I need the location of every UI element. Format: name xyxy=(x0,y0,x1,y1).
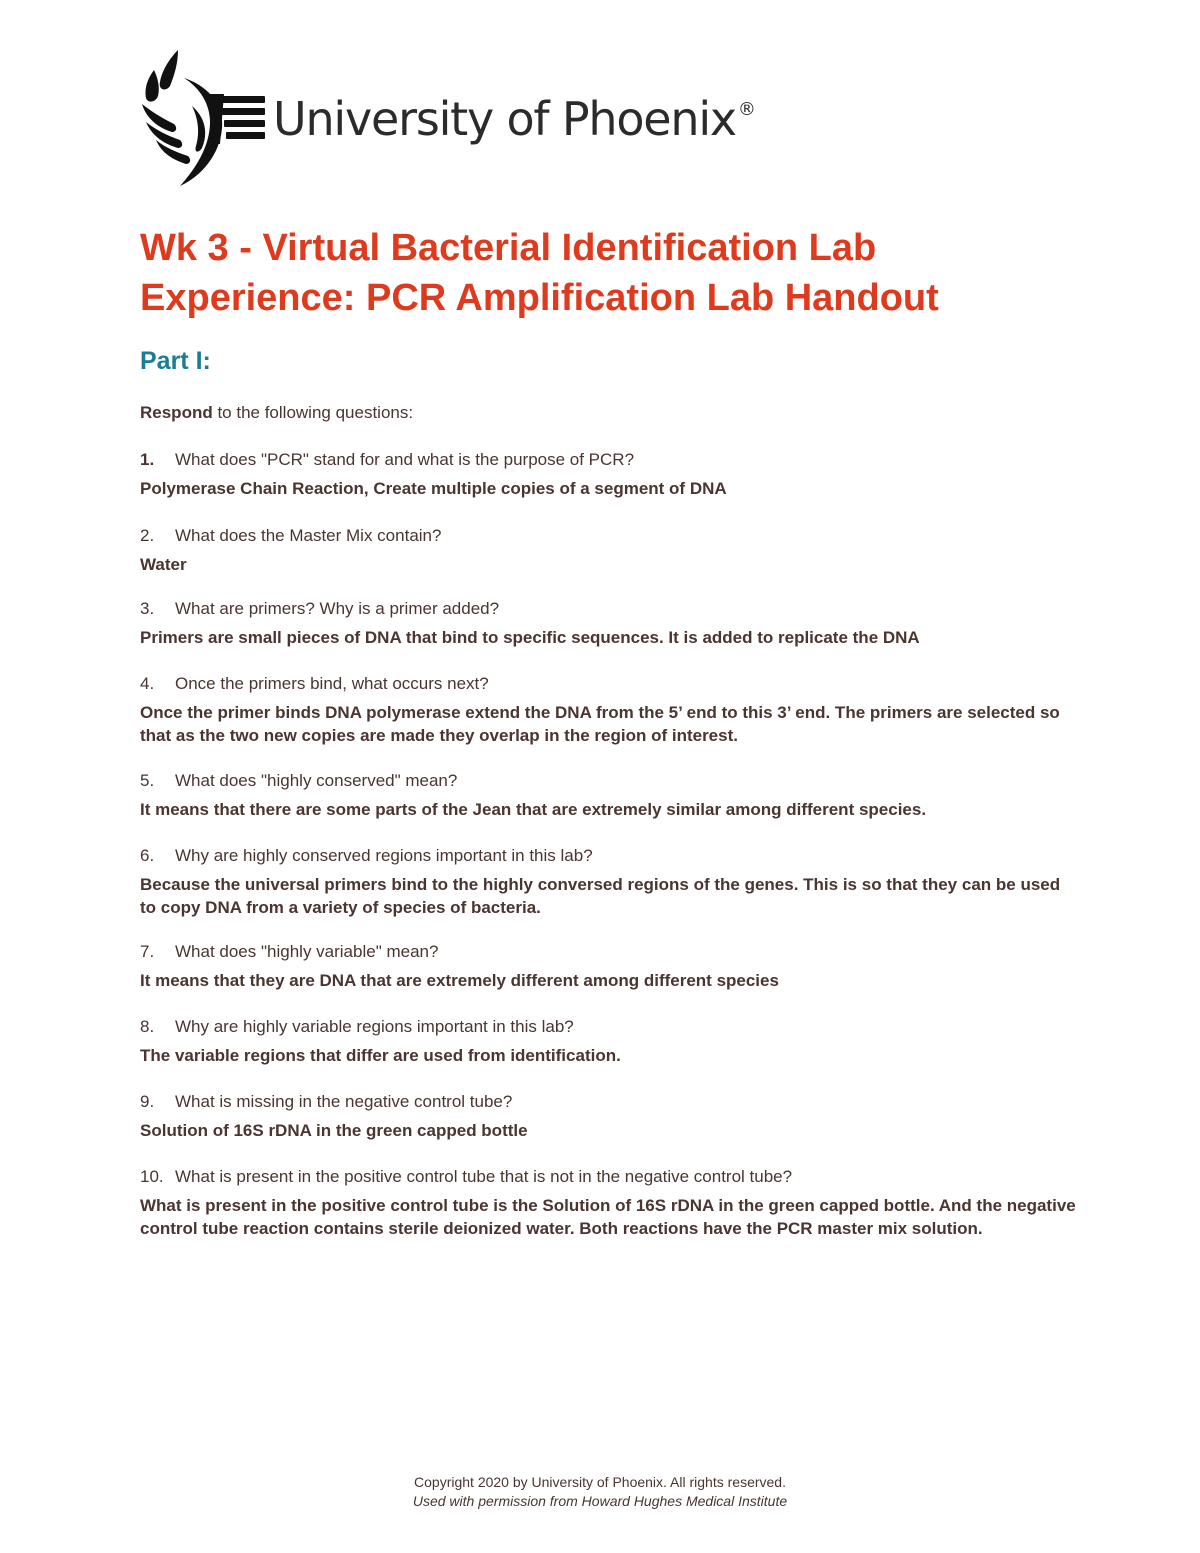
answer-text: Primers are small pieces of DNA that bind to specific sequences. It is added to replicate the DNA xyxy=(140,628,920,647)
question-item xyxy=(140,769,1080,821)
question-text xyxy=(140,524,1080,548)
question-label: Why are highly conserved regions important in this lab? xyxy=(175,846,593,865)
question-text xyxy=(140,769,1080,793)
question-item xyxy=(140,524,1080,576)
title-line-1: Wk 3 - Virtual Bacterial Identification Lab xyxy=(140,227,877,269)
page-title xyxy=(140,223,1100,323)
answer-text: It means that they are DNA that are extremely different among different species xyxy=(140,971,779,990)
answer-text: It means that there are some parts of the Jean that are extremely similar among different species. xyxy=(140,800,927,819)
question-item xyxy=(140,448,1080,500)
question-label: Once the primers bind, what occurs next? xyxy=(175,674,489,693)
instruction-text xyxy=(140,401,413,425)
question-item xyxy=(140,1015,1080,1067)
answer-text: The variable regions that differ are used from identification. xyxy=(140,1046,621,1065)
answer-text: Polymerase Chain Reaction, Create multiple copies of a segment of DNA xyxy=(140,479,727,498)
question-number: 5. xyxy=(140,771,155,790)
question-item xyxy=(140,672,1080,747)
answer-text: Solution of 16S rDNA in the green capped bottle xyxy=(140,1121,528,1140)
registered-mark: ® xyxy=(737,99,755,120)
phoenix-logo-icon xyxy=(140,48,265,188)
question-item xyxy=(140,1090,1080,1142)
question-item xyxy=(140,1165,1080,1240)
question-text xyxy=(140,597,1080,621)
question-text xyxy=(140,1165,1080,1189)
question-number: 4. xyxy=(140,674,155,693)
question-item xyxy=(140,844,1080,919)
question-label: What does "PCR" stand for and what is the purpose of PCR? xyxy=(175,450,635,469)
answer-text: What is present in the positive control tube is the Solution of 16S rDNA in the green capped bottle. And the negative control tube reaction contains sterile deionized water. Both reactions have the PCR master mix solution. xyxy=(140,1196,1076,1238)
page-footer xyxy=(0,1473,1200,1511)
answer-text: Once the primer binds DNA polymerase extend the DNA from the 5’ end to this 3’ end. The primers are selected so that as the two new copies are made they overlap in the region of interest. xyxy=(140,703,1060,745)
question-text xyxy=(140,1090,1080,1114)
question-item xyxy=(140,940,1080,992)
instruction-rest: to the following questions: xyxy=(212,403,414,422)
question-number: 9. xyxy=(140,1092,155,1111)
answer-text: Water xyxy=(140,555,187,574)
question-number: 2. xyxy=(140,526,155,545)
question-label: What does "highly conserved" mean? xyxy=(175,771,458,790)
question-label: What is present in the positive control tube that is not in the negative control tube? xyxy=(175,1167,793,1186)
university-name: University of Phoenix ® xyxy=(273,92,755,146)
instruction-bold: Respond xyxy=(140,403,213,422)
university-logo xyxy=(140,48,780,188)
question-text xyxy=(140,1015,1080,1039)
question-text xyxy=(140,844,1080,868)
section-heading: Part I: xyxy=(140,347,211,375)
question-text xyxy=(140,672,1080,696)
question-label: Why are highly variable regions important in this lab? xyxy=(175,1017,574,1036)
question-number: 6. xyxy=(140,846,155,865)
question-label: What is missing in the negative control tube? xyxy=(175,1092,513,1111)
question-number: 3. xyxy=(140,599,155,618)
question-number: 1. xyxy=(140,450,155,469)
question-label: What does the Master Mix contain? xyxy=(175,526,442,545)
question-label: What does "highly variable" mean? xyxy=(175,942,439,961)
permission-text: Used with permission from Howard Hughes Medical Institute xyxy=(412,1493,788,1509)
question-number: 10. xyxy=(140,1167,164,1186)
question-item xyxy=(140,597,1080,649)
question-number: 8. xyxy=(140,1017,155,1036)
question-number: 7. xyxy=(140,942,155,961)
question-label: What are primers? Why is a primer added? xyxy=(175,599,500,618)
question-text xyxy=(140,448,1080,472)
copyright-text: Copyright 2020 by University of Phoenix. All rights reserved. xyxy=(414,1474,786,1490)
answer-text: Because the universal primers bind to the highly conversed regions of the genes. This is so that they can be used to copy DNA from a variety of species of bacteria. xyxy=(140,875,1061,917)
question-text xyxy=(140,940,1080,964)
title-line-2: Experience: PCR Amplification Lab Handout xyxy=(140,277,939,319)
